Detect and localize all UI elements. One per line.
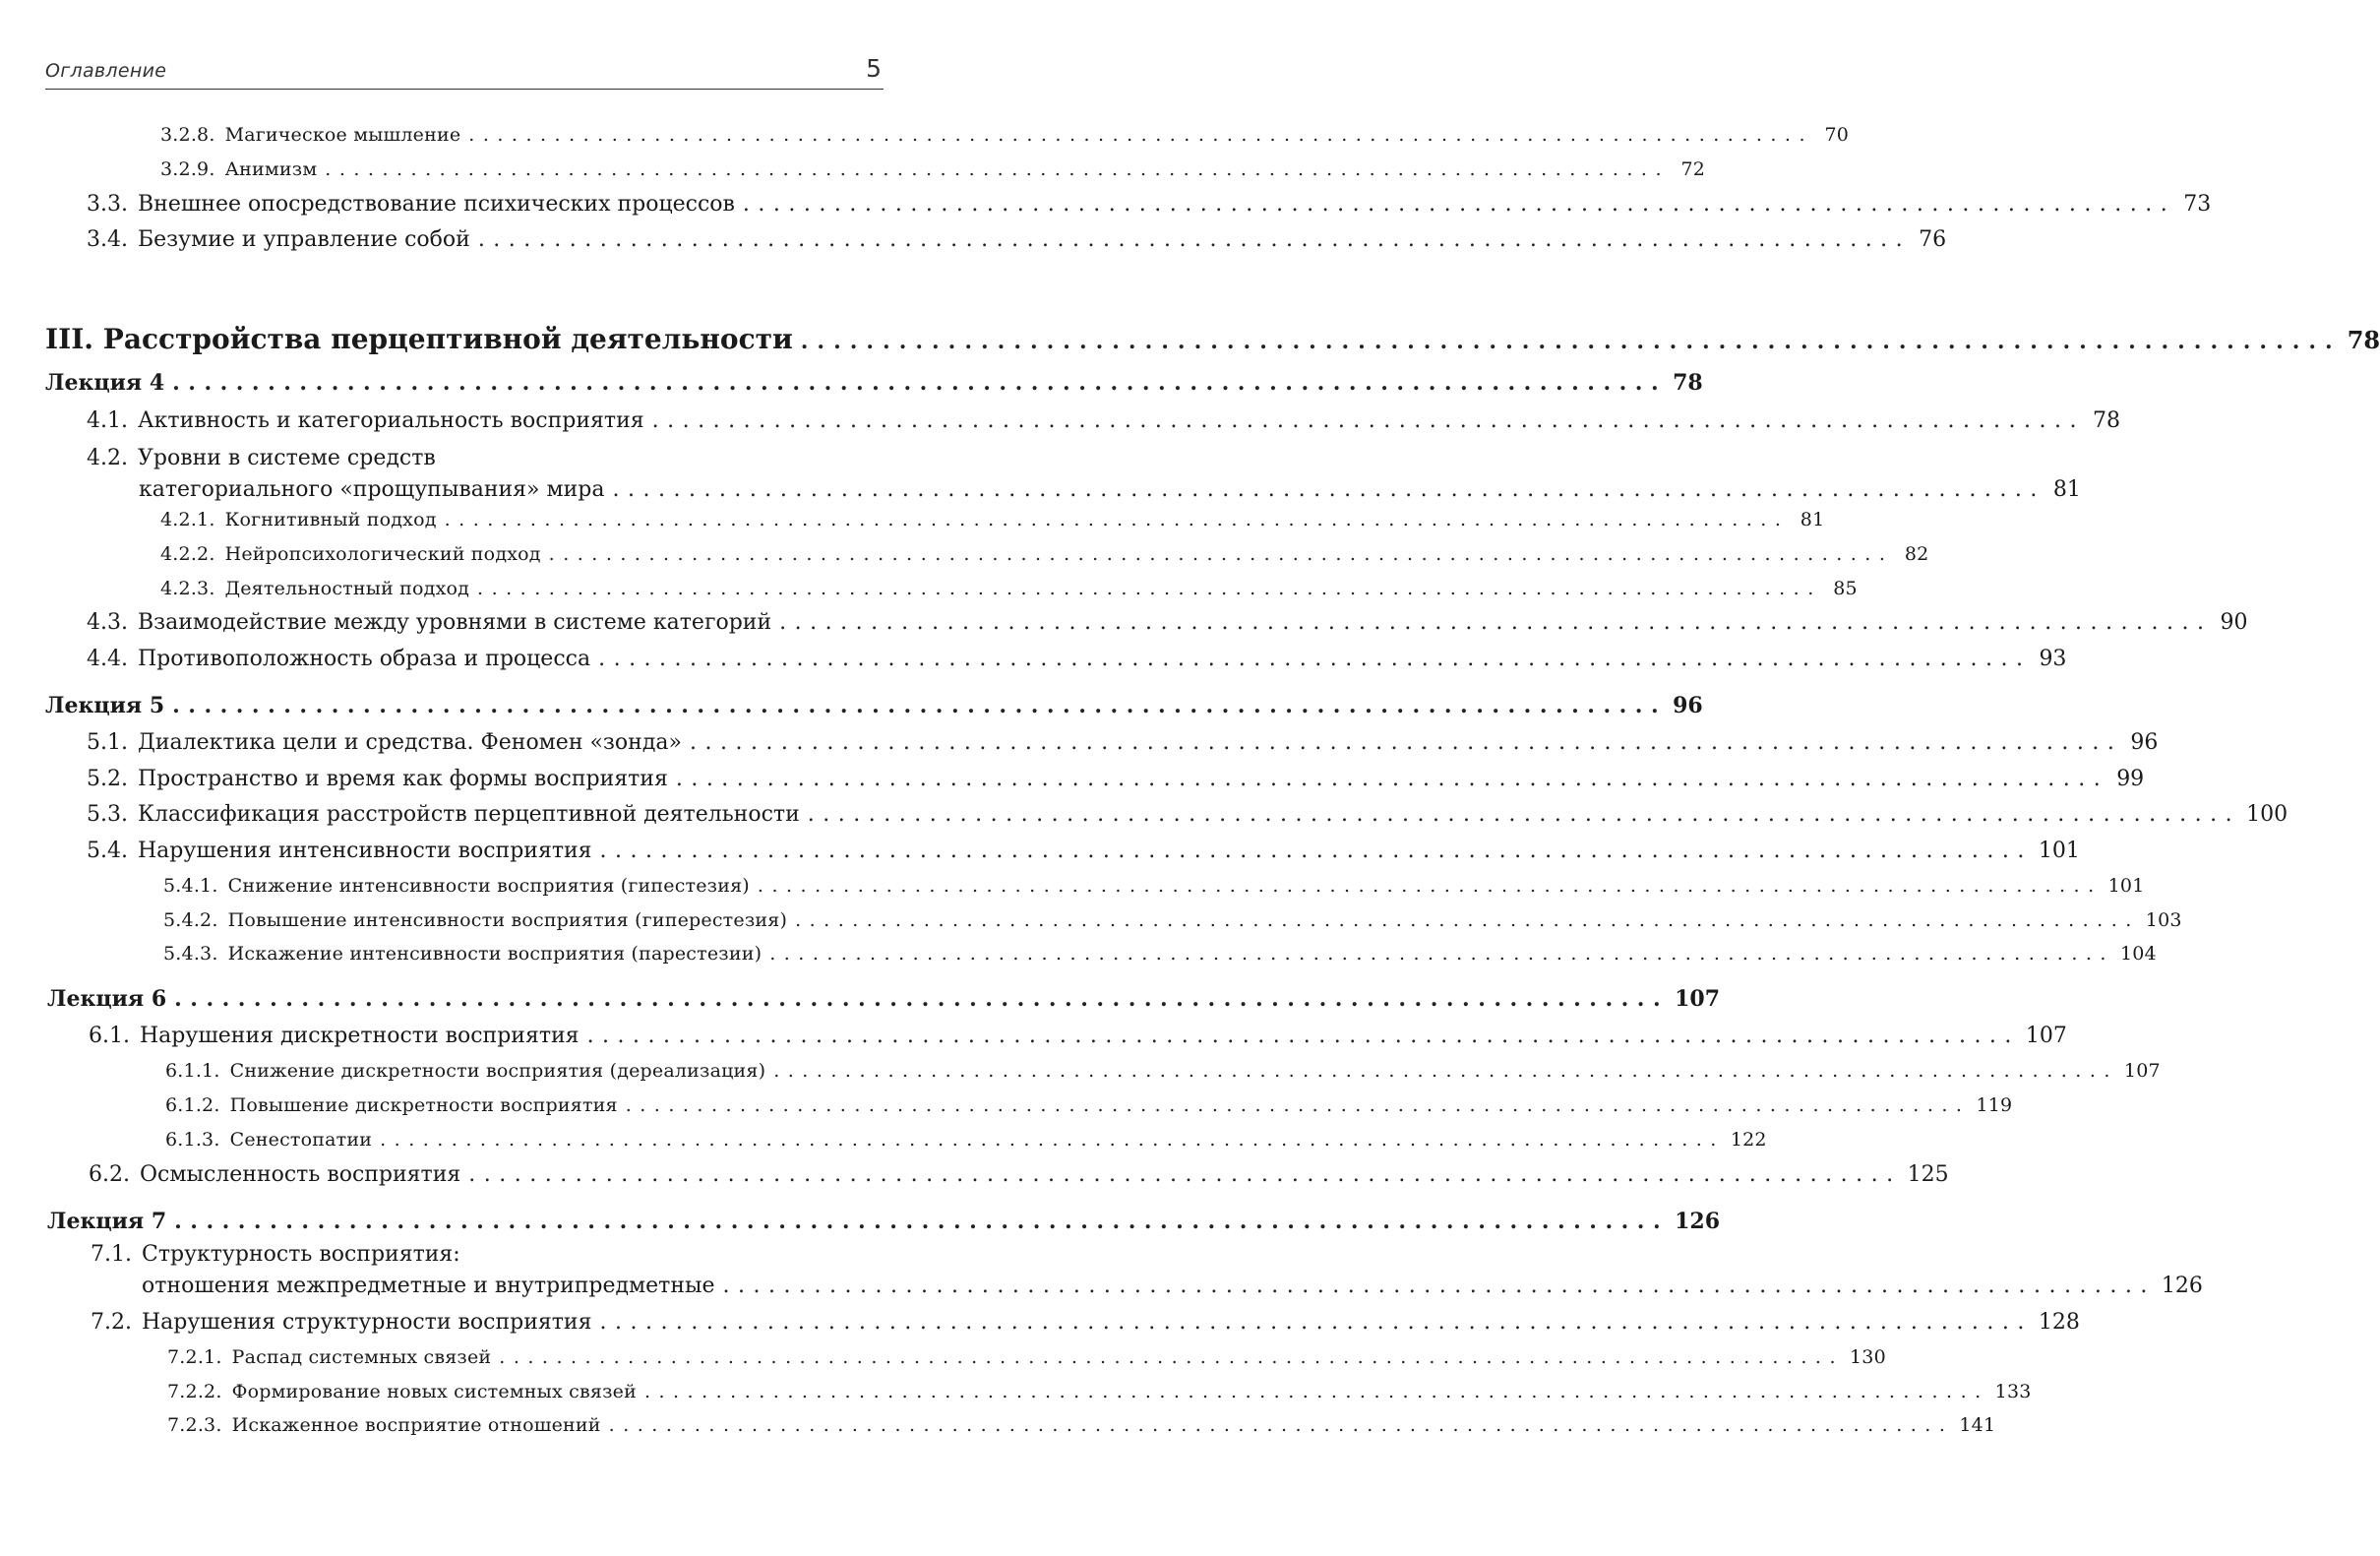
dot-leader: ..............................................................................................	[625, 1094, 1971, 1116]
toc-entry-3-2-8[interactable]	[160, 119, 1850, 151]
toc-entry-title: Снижение интенсивности восприятия (гипестезия)	[227, 875, 750, 897]
dot-leader: ..............................................................................................	[779, 610, 2213, 635]
dot-leader: ..............................................................................................	[174, 986, 1670, 1012]
toc-entry-number: 4.2.3.	[160, 578, 215, 599]
dot-leader: ..............................................................................................	[325, 158, 1671, 180]
toc-entry-page: 76	[1919, 227, 1947, 252]
toc-entry-page: 81	[1800, 509, 1825, 530]
toc-entry-title: Искажение интенсивности восприятия (парестезии)	[227, 943, 763, 965]
toc-entry-number: 3.2.8.	[160, 124, 215, 146]
dot-leader: ..............................................................................................	[643, 1381, 1989, 1402]
dot-leader: ..............................................................................................	[380, 1129, 1725, 1151]
dot-leader: ..............................................................................................	[722, 1274, 2156, 1298]
dot-leader: ..............................................................................................	[499, 1346, 1845, 1368]
toc-entry-7-2-3[interactable]	[167, 1409, 1996, 1441]
toc-entry-page: 141	[1959, 1414, 1996, 1436]
toc-entry-number: 6.2.	[89, 1162, 130, 1187]
toc-entry-page: 78	[2092, 408, 2120, 433]
dot-leader: ..............................................................................................	[757, 875, 2103, 897]
toc-entry-title: Внешнее опосредствование психических процессов	[137, 192, 735, 217]
toc-entry-3-2-9[interactable]	[160, 154, 1706, 185]
toc-entry-page: 96	[1673, 693, 1703, 718]
toc-entry-number: 5.4.1.	[163, 875, 218, 897]
toc-lecture-5[interactable]	[45, 690, 1703, 721]
dot-leader: ..............................................................................................	[807, 802, 2241, 827]
toc-entry-page: 70	[1824, 124, 1850, 146]
toc-entry-4-3[interactable]	[87, 607, 2248, 639]
toc-lecture-title: Лекция 4	[45, 370, 165, 396]
toc-entry-page: 128	[2038, 1310, 2080, 1335]
toc-entry-page: 99	[2116, 767, 2145, 791]
toc-entry-number: 5.4.	[87, 839, 128, 863]
toc-entry-number: 7.1.	[91, 1242, 132, 1267]
toc-entry-5-4-2[interactable]	[163, 904, 2182, 936]
toc-entry-5-4[interactable]	[87, 836, 2080, 867]
toc-entry-page: 107	[2123, 1060, 2161, 1082]
toc-entry-page: 104	[2119, 943, 2157, 965]
toc-entry-number: 4.3.	[87, 610, 128, 635]
toc-entry-page: 125	[1907, 1162, 1949, 1187]
toc-entry-page: 100	[2246, 802, 2288, 827]
toc-entry-5-4-1[interactable]	[163, 870, 2145, 902]
toc-entry-title-line1: Структурность восприятия:	[141, 1242, 460, 1267]
toc-entry-page: 122	[1730, 1129, 1767, 1151]
toc-entry-page: 103	[2145, 909, 2182, 931]
toc-entry-title: Магическое мышление	[224, 124, 461, 146]
toc-entry-page: 130	[1850, 1346, 1886, 1368]
toc-entry-3-3[interactable]	[87, 189, 2212, 220]
dot-leader: ..............................................................................................	[174, 1209, 1670, 1234]
toc-entry-7-2-1[interactable]	[167, 1341, 1886, 1373]
running-header	[45, 47, 884, 90]
toc-entry-7-2-2[interactable]	[167, 1376, 2032, 1407]
toc-entry-page: 85	[1833, 578, 1858, 599]
toc-entry-5-2[interactable]	[87, 764, 2145, 795]
dot-leader: ..............................................................................................	[675, 767, 2109, 791]
toc-entry-page: 133	[1994, 1381, 2032, 1402]
toc-entry-title: Осмысленность восприятия	[139, 1162, 461, 1187]
toc-lecture-6[interactable]	[47, 983, 1721, 1015]
dot-leader: ..............................................................................................	[477, 227, 1912, 252]
toc-entry-page: 126	[1675, 1209, 1721, 1234]
toc-entry-title: Распад системных связей	[231, 1346, 492, 1368]
toc-entry-number: 3.2.9.	[160, 158, 215, 180]
dot-leader: ..............................................................................................	[172, 370, 1668, 396]
toc-entry-title-line2: категориального «прощупывания» мира	[139, 477, 605, 502]
dot-leader: ..............................................................................................	[612, 477, 2045, 502]
toc-entry-title: Пространство и время как формы восприятия	[137, 767, 668, 791]
toc-entry-5-4-3[interactable]	[163, 938, 2157, 969]
toc-entry-number: 6.1.2.	[165, 1094, 220, 1116]
toc-entry-number: 7.2.1.	[167, 1346, 222, 1368]
toc-lecture-4[interactable]	[45, 367, 1703, 399]
toc-entry-page: 90	[2220, 610, 2248, 635]
toc-entry-6-1[interactable]	[89, 1021, 2067, 1052]
toc-entry-page: 82	[1904, 543, 1929, 565]
toc-entry-page: 72	[1680, 158, 1706, 180]
toc-entry-page: 101	[2107, 875, 2145, 897]
toc-lecture-title: Лекция 7	[47, 1209, 167, 1234]
toc-entry-number: 6.1.1.	[165, 1060, 220, 1082]
toc-entry-number: 5.4.2.	[163, 909, 218, 931]
dot-leader: ..............................................................................................	[477, 578, 1822, 599]
toc-entry-number: 4.4.	[87, 647, 128, 671]
toc-entry-number: 7.2.3.	[167, 1414, 222, 1436]
dot-leader: ..............................................................................................	[468, 124, 1814, 146]
toc-entry-title: Повышение интенсивности восприятия (гиперестезия)	[227, 909, 788, 931]
toc-entry-number: 7.2.2.	[167, 1381, 222, 1402]
toc-entry-number: 5.2.	[87, 767, 128, 791]
toc-entry-number: 4.2.2.	[160, 543, 215, 565]
toc-entry-title: Анимизм	[224, 158, 318, 180]
toc-entry-page: 93	[2039, 647, 2067, 671]
toc-entry-3-4[interactable]	[87, 224, 1947, 256]
toc-entry-title: Классификация расстройств перцептивной деятельности	[137, 802, 800, 827]
toc-lecture-title: Лекция 6	[47, 986, 167, 1012]
toc-entry-title-line2: отношения межпредметные и внутрипредметные	[142, 1274, 715, 1298]
dot-leader: ..............................................................................................	[689, 730, 2123, 755]
toc-entry-page: 78	[1673, 370, 1703, 396]
toc-entry-number: 5.4.3.	[163, 943, 218, 965]
toc-entry-title: Безумие и управление собой	[137, 227, 470, 252]
dot-leader: ..............................................................................................	[172, 693, 1668, 718]
toc-entry-4-1[interactable]	[87, 405, 2120, 437]
dot-leader: ..............................................................................................	[548, 543, 1894, 565]
toc-entry-page: 107	[2025, 1024, 2067, 1048]
toc-entry-6-2[interactable]	[89, 1159, 1949, 1191]
page-number: 5	[866, 54, 882, 83]
toc-entry-number: 4.2.	[87, 446, 128, 470]
toc-entry-5-3[interactable]	[87, 799, 2288, 831]
dot-leader: ..............................................................................................	[800, 329, 2342, 354]
dot-leader: ..............................................................................................	[651, 408, 2085, 433]
toc-entry-page: 126	[2161, 1274, 2203, 1298]
toc-entry-page: 78	[2347, 326, 2380, 354]
toc-entry-number: 6.1.	[89, 1024, 130, 1048]
toc-entry-title: Сенестопатии	[229, 1129, 373, 1151]
toc-lecture-title: Лекция 5	[45, 693, 165, 718]
dot-leader: ..............................................................................................	[444, 509, 1790, 530]
toc-entry-title-line1: Уровни в системе средств	[137, 446, 436, 470]
toc-entry-4-2-2[interactable]	[160, 538, 1929, 570]
toc-lecture-7[interactable]	[47, 1206, 1721, 1237]
toc-entry-number: 5.1.	[87, 730, 128, 755]
toc-entry-7-1[interactable]	[91, 1239, 2203, 1302]
toc-entry-title: Нарушения структурности восприятия	[141, 1310, 592, 1335]
toc-entry-title: Диалектика цели и средства. Феномен «зонда»	[137, 730, 682, 755]
toc-entry-number: 7.2.	[91, 1310, 132, 1335]
dot-leader: ..............................................................................................	[468, 1162, 1902, 1187]
dot-leader: ..............................................................................................	[773, 1060, 2118, 1082]
toc-entry-5-1[interactable]	[87, 727, 2159, 759]
toc-entry-title: Снижение дискретности восприятия (дереализация)	[229, 1060, 766, 1082]
dot-leader: ..............................................................................................	[599, 839, 2033, 863]
toc-entry-number: 3.4.	[87, 227, 128, 252]
toc-entry-number: 4.2.1.	[160, 509, 215, 530]
toc-entry-title: Формирование новых системных связей	[231, 1381, 637, 1402]
toc-entry-title: Когнитивный подход	[224, 509, 437, 530]
toc-entry-title: Взаимодействие между уровнями в системе категорий	[137, 610, 772, 635]
toc-part-title: III. Расстройства перцептивной деятельности	[45, 323, 793, 355]
toc-entry-7-2[interactable]	[91, 1307, 2080, 1338]
toc-entry-title: Деятельностный подход	[224, 578, 470, 599]
toc-entry-6-1-3[interactable]	[165, 1124, 1767, 1155]
toc-entry-page: 107	[1675, 986, 1721, 1012]
toc-entry-title: Активность и категориальность восприятия	[137, 408, 644, 433]
toc-entry-title: Нейропсихологический подход	[224, 543, 541, 565]
toc-entry-4-2-3[interactable]	[160, 573, 1858, 604]
dot-leader: ..............................................................................................	[742, 192, 2176, 217]
toc-entry-page: 73	[2183, 192, 2212, 217]
toc-entry-title: Нарушения дискретности восприятия	[139, 1024, 580, 1048]
toc-entry-4-2[interactable]	[87, 443, 2081, 506]
toc-entry-title: Нарушения интенсивности восприятия	[137, 839, 592, 863]
toc-entry-6-1-2[interactable]	[165, 1089, 2013, 1121]
toc-entry-4-4[interactable]	[87, 644, 2067, 675]
toc-entry-number: 3.3.	[87, 192, 128, 217]
toc-entry-page: 119	[1976, 1094, 2013, 1116]
toc-entry-title: Повышение дискретности восприятия	[229, 1094, 618, 1116]
toc-part-3[interactable]	[45, 321, 2380, 358]
toc-entry-6-1-1[interactable]	[165, 1055, 2161, 1087]
dot-leader: ..............................................................................................	[795, 909, 2140, 931]
toc-entry-number: 5.3.	[87, 802, 128, 827]
toc-entry-page: 101	[2038, 839, 2080, 863]
dot-leader: ..............................................................................................	[608, 1414, 1954, 1436]
toc-entry-4-2-1[interactable]	[160, 504, 1825, 535]
toc-entry-number: 4.1.	[87, 408, 128, 433]
toc-entry-number: 6.1.3.	[165, 1129, 220, 1151]
toc-entry-page: 96	[2130, 730, 2159, 755]
toc-entry-page: 81	[2052, 477, 2081, 502]
dot-leader: ..............................................................................................	[599, 1310, 2033, 1335]
toc-entry-title: Противоположность образа и процесса	[137, 647, 591, 671]
toc-entry-title: Искаженное восприятие отношений	[231, 1414, 601, 1436]
dot-leader: ..............................................................................................	[586, 1024, 2020, 1048]
running-header-title: Оглавление	[45, 60, 167, 82]
dot-leader: ..............................................................................................	[598, 647, 2032, 671]
dot-leader: ..............................................................................................	[769, 943, 2114, 965]
